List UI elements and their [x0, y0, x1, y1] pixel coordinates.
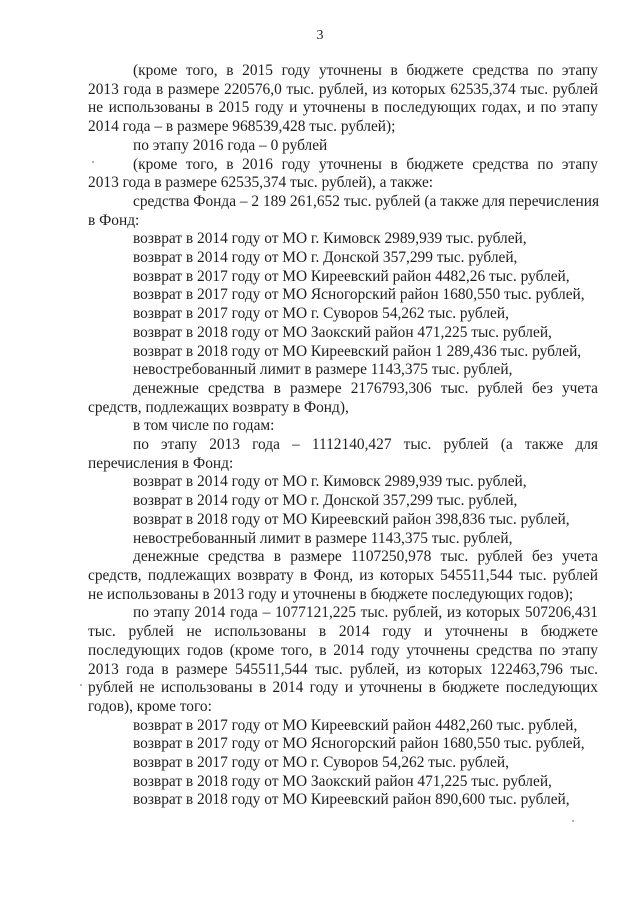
text-line: возврат в 2017 году от МО Киреевский район 4482,26 тыс. рублей, [133, 267, 570, 285]
text-line: средства Фонда – 2 189 261,652 тыс. рублей (а также для перечисления [133, 192, 600, 210]
text-line: в Фонд: [88, 211, 140, 229]
page-number: 3 [316, 28, 324, 43]
text-line: средств, подлежащих возврату в Фонд, из которых 545511,544 тыс. рублей [88, 566, 598, 584]
text-line: перечисления в Фонд: [88, 454, 234, 472]
text-line: возврат в 2017 году от МО Ясногорский район 1680,550 тыс. рублей, [133, 286, 585, 304]
text-line: возврат в 2018 году от МО Киреевский район 1 289,436 тыс. рублей, [133, 342, 582, 360]
scan-speck [92, 161, 94, 163]
text-line: последующих годов (кроме того, в 2014 году уточнены средства по этапу [88, 641, 598, 659]
text-line: возврат в 2018 году от МО Заокский район 471,225 тыс. рублей, [133, 772, 552, 790]
text-line: возврат в 2014 году от МО г. Донской 357,299 тыс. рублей, [133, 249, 518, 267]
text-line: 2013 года в размере 220576,0 тыс. рублей, из которых 62535,374 тыс. рублей [88, 80, 598, 98]
text-line: невостребованный лимит в размере 1143,375 тыс. рублей, [133, 361, 513, 379]
text-line: 2014 года – в размере 968539,428 тыс. рублей); [88, 118, 396, 136]
text-line: рублей не использованы в 2014 году и уточнены в бюджете последующих [88, 679, 598, 697]
text-line: возврат в 2014 году от МО г. Кимовск 2989,939 тыс. рублей, [133, 230, 527, 248]
text-line: 2013 года в размере 545511,544 тыс. рублей, из которых 122463,796 тыс. [88, 660, 598, 678]
text-line: возврат в 2017 году от МО г. Суворов 54,262 тыс. рублей, [133, 754, 509, 772]
text-line: по этапу 2014 года – 1077121,225 тыс. рублей, из которых 507206,431 [133, 604, 598, 622]
text-line: (кроме того, в 2015 году уточнены в бюджете средства по этапу [133, 62, 598, 79]
text-line: тыс. рублей не использованы в 2014 году и уточнены в бюджете [88, 623, 598, 641]
text-line: возврат в 2014 году от МО г. Донской 357,299 тыс. рублей, [133, 492, 518, 510]
scan-speck [572, 820, 574, 822]
text-line: денежные средства в размере 2176793,306 тыс. рублей без учета [133, 379, 598, 397]
text-line: возврат в 2017 году от МО Ясногорский район 1680,550 тыс. рублей, [133, 735, 585, 753]
text-line: возврат в 2018 году от МО Киреевский район 890,600 тыс. рублей, [133, 791, 570, 809]
text-line: годов), кроме того: [88, 697, 212, 715]
text-line: по этапу 2016 года – 0 рублей [133, 136, 328, 154]
text-line: в том числе по годам: [133, 417, 275, 435]
text-line: возврат в 2017 году от МО г. Суворов 54,262 тыс. рублей, [133, 305, 509, 323]
text-line: невостребованный лимит в размере 1143,375 тыс. рублей, [133, 529, 513, 547]
text-line: 2013 года в размере 62535,374 тыс. рублей), а также: [88, 174, 434, 192]
scan-speck [80, 684, 82, 686]
text-line: возврат в 2017 году от МО Киреевский район 4482,260 тыс. рублей, [133, 716, 578, 734]
text-line: возврат в 2018 году от МО Киреевский район 398,836 тыс. рублей, [133, 510, 570, 528]
text-line: возврат в 2014 году от МО г. Кимовск 2989,939 тыс. рублей, [133, 473, 527, 491]
text-line: не использованы в 2013 году и уточнены в бюджете последующих годов); [88, 585, 574, 603]
text-line: по этапу 2013 года – 1112140,427 тыс. рублей (а также для [133, 436, 598, 454]
text-line: средств, подлежащих возврату в Фонд), [88, 398, 349, 416]
document-body [88, 62, 598, 810]
text-line: (кроме того, в 2016 году уточнены в бюджете средства по этапу [133, 155, 598, 173]
text-line: возврат в 2018 году от МО Заокский район 471,225 тыс. рублей, [133, 323, 552, 341]
text-line: не использованы в 2015 году и уточнены в последующих годах, и по этапу [88, 99, 598, 117]
text-line: денежные средства в размере 1107250,978 тыс. рублей без учета [133, 548, 598, 566]
